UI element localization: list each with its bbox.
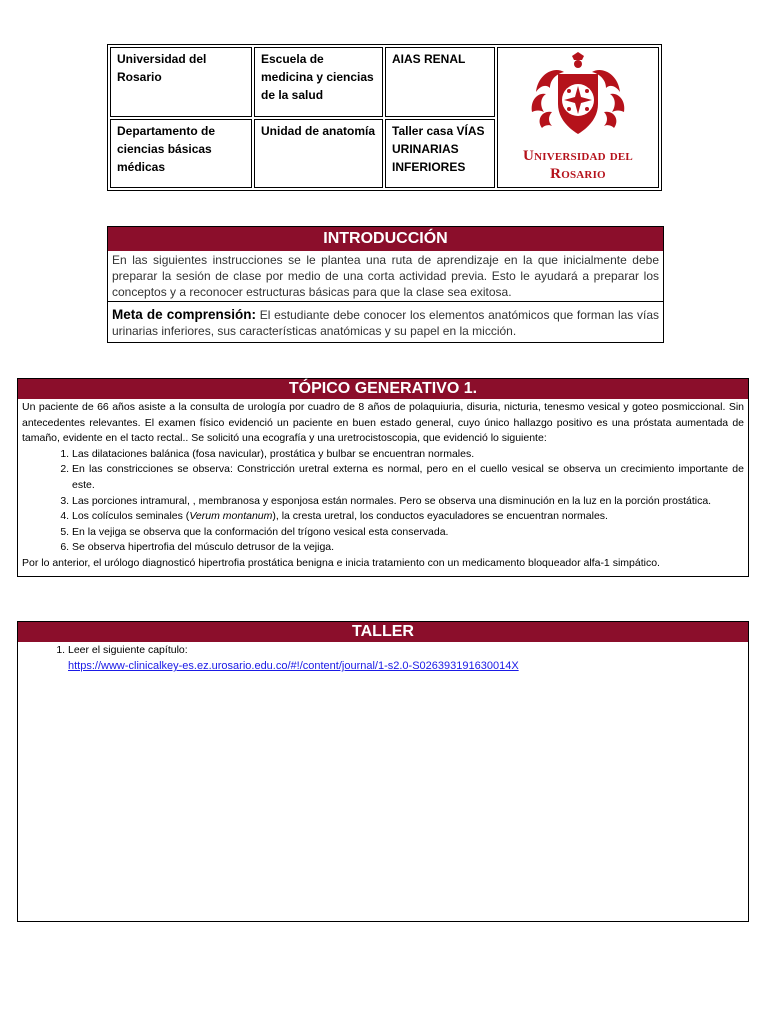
- goal-paragraph: [108, 301, 663, 342]
- conclusion-text: Por lo anterior, el urólogo diagnosticó hipertrofia prostática benigna e inicia tratamiento con un medicamento bloqueador alfa-1 simpático.: [22, 556, 660, 569]
- taller-section: [17, 621, 749, 922]
- header-university: Universidad del Rosario: [110, 47, 252, 117]
- intro-title: INTRODUCCIÓN: [108, 227, 663, 251]
- header-course: AIAS RENAL: [385, 47, 495, 117]
- findings-list: [22, 447, 744, 556]
- header-table: [107, 44, 662, 191]
- goal-label: Meta de comprensión:: [112, 307, 257, 322]
- finding4-prefix: Los colículos seminales (: [72, 510, 190, 523]
- list-item: 1. Las dilataciones balánica (fosa navicular), prostática y bulbar se encuentran normales.: [72, 447, 744, 463]
- goal-text: El estudiante debe conocer los elementos anatómicos que forman las vías urinarias inferiores, sus características anatómicas y su papel en la micción.: [112, 308, 659, 338]
- logo-cell: [497, 47, 659, 188]
- list-item: 3. Las porciones intramural, , membranosa y esponjosa están normales. Pero se observa una disminución en la luz en la porción prostática.: [72, 494, 744, 510]
- taller-title: TALLER: [18, 622, 748, 642]
- finding4-italic: Verum montanum: [189, 510, 273, 523]
- list-item: 6. Se observa hipertrofia del músculo detrusor de la vejiga.: [72, 540, 744, 556]
- intro-section: [107, 226, 664, 343]
- intro-text: En las siguientes instrucciones se le plantea una ruta de aprendizaje en la que inicialmente debe preparar la sesión de clase por medio de una corta actividad previa. Esto le ayudará a preparar los conceptos y a reconocer estructuras básicas para que la clase sea exitosa.: [112, 253, 659, 299]
- list-item: [68, 642, 748, 674]
- list-item: [72, 509, 744, 525]
- header-workshop: Taller casa VÍAS URINARIAS INFERIORES: [385, 119, 495, 189]
- logo-wordmark: Universidad del Rosario: [523, 148, 633, 182]
- topic-title: TÓPICO GENERATIVO 1.: [18, 379, 748, 399]
- chapter-link[interactable]: https://www-clinicalkey-es.ez.urosario.edu.co/#!/content/journal/1-s2.0-S026393191630014X: [68, 660, 519, 672]
- case-text: Un paciente de 66 años asiste a la consulta de urología por cuadro de 8 años de polaquiuria, disuria, nicturia, tenesmo vesical y goteo posmiccional. Sin antecedentes relevantes. El examen físico evidenció un paciente en buen estado general, cuyo único hallazgo positivo es una próstata aumentada de tamaño, evidente en el tacto rectal.. Se solicitó una ecografía y una uretrocistoscopia, que evidenció lo siguiente:: [22, 401, 744, 445]
- header-unit: Unidad de anatomía: [254, 119, 383, 189]
- header-department: Departamento de ciencias básicas médicas: [110, 119, 252, 189]
- finding4-text: la cresta uretral, los conductos eyaculadores se encuentran normales.: [281, 510, 608, 523]
- finding4-suffix: ),: [272, 510, 282, 523]
- header-school: Escuela de medicina y ciencias de la salud: [254, 47, 383, 117]
- list-item: 5. En la vejiga se observa que la conformación del trígono vesical esta conservada.: [72, 525, 744, 541]
- taller-list: [18, 642, 748, 674]
- university-crest-icon: [528, 52, 628, 140]
- taller-item-text: Leer el siguiente capítulo:: [68, 644, 188, 656]
- topic-section: [17, 378, 749, 577]
- list-item: 2. En las constricciones se observa: Constricción uretral externa es normal, pero en el cuello vesical se observa un crecimiento importante de este.: [72, 462, 744, 493]
